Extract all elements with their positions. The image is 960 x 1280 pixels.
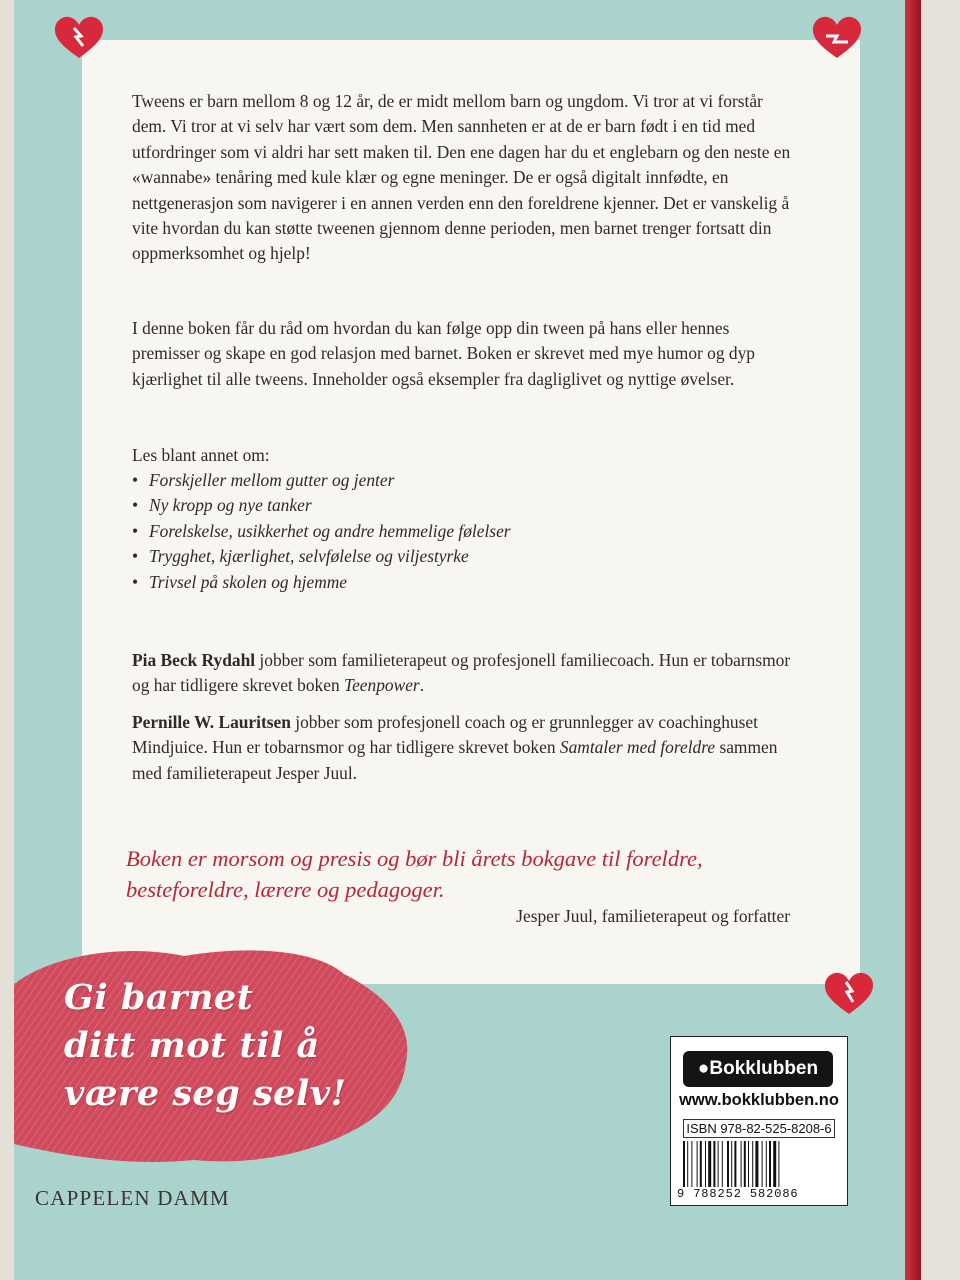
bokklubben-url: www.bokklubben.no: [679, 1091, 839, 1109]
topics-list: [132, 468, 511, 595]
list-item: • Forelskelse, usikkerhet og andre hemmelige følelser: [132, 519, 511, 544]
barcode-bar: [741, 1141, 742, 1187]
isbn-sticker: [670, 1036, 848, 1206]
barcode-icon: [679, 1141, 839, 1187]
barcode-bar: [769, 1141, 771, 1187]
author-bio-end: sammen med familieterapeut Jesper Juul.: [132, 737, 778, 783]
barcode-bar: [713, 1141, 715, 1187]
slogan-line: ditt mot til å: [64, 1025, 320, 1066]
heart-icon: [810, 14, 864, 60]
author-bio-text: jobber som familieterapeut og profesjonell familiecoach. Hun er tobarnsmor og har tidligere skrevet boken: [132, 650, 791, 696]
topics-heading: Les blant annet om:: [132, 445, 270, 465]
barcode-bar: [722, 1141, 723, 1187]
quote-line: besteforeldre, lærere og pedagoger.: [126, 877, 445, 902]
author-bio-1: [132, 648, 792, 699]
background-right: [918, 0, 960, 1280]
quote-line: Boken er morsom og presis og bør bli årets bokgave til foreldre,: [126, 846, 703, 871]
barcode-bar: [683, 1141, 685, 1187]
barcode-bar: [718, 1141, 719, 1187]
intro-paragraph: Tweens er barn mellom 8 og 12 år, de er midt mellom barn og ungdom. Vi tror at vi forstår dem. Vi tror at vi selv har vært som dem. Men sannheten er at de er barn født i en tid med utfordringer som vi aldri har sett maken til. Den ene dagen har du et englebarn og den neste en «wannabe» tenåring med kule klær og egne meninger. De er også digitalt innfødte, en nettgenerasjon som navigerer i en annen verden enn den foreldrene kjenner. Det er vanskelig å vite hvordan du kan støtte tweenen gjennom denne perioden, men barnet trenger fortsatt din oppmerksomhet og hjelp!: [132, 91, 791, 264]
book-spine: [905, 0, 921, 1280]
barcode-bar: [731, 1141, 732, 1187]
barcode-digits: 9 788252 582086: [677, 1187, 799, 1201]
book-title: Teenpower: [344, 675, 420, 696]
author-bio-text: jobber som profesjonell coach og er grunnlegger av coachinghuset Mindjuice. Hun er tobarnsmor og har tidligere skrevet boken: [132, 712, 758, 758]
list-item: • Forskjeller mellom gutter og jenter: [132, 468, 511, 493]
barcode-bar: [700, 1141, 702, 1187]
bokklubben-logo: ●Bokklubben: [683, 1051, 833, 1087]
list-item: • Ny kropp og nye tanker: [132, 493, 511, 518]
author-bio-2: [132, 710, 792, 786]
barcode-bar: [734, 1141, 736, 1187]
heart-icon: [52, 14, 106, 60]
barcode-bar: [705, 1141, 706, 1187]
publisher-logo: CAPPELEN DAMM: [35, 1186, 230, 1210]
description-paragraph: I denne boken får du råd om hvordan du kan følge opp din tween på hans eller hennes premisser og skape en god relasjon med barnet. Boken er skrevet med mye humor og dyp kjærlighet til alle tweens. Inneholder også eksempler fra dagliglivet og nyttige øvelser.: [132, 318, 755, 389]
barcode-bar: [708, 1141, 711, 1187]
barcode-bar: [748, 1141, 749, 1187]
slogan-line: være seg selv!: [64, 1073, 347, 1114]
barcode-bar: [755, 1141, 758, 1187]
slogan-line: Gi barnet: [64, 977, 254, 1018]
review-quote: [126, 843, 816, 905]
slogan: [64, 974, 346, 1118]
isbn-number: ISBN 978-82-525-8208-6: [683, 1119, 835, 1138]
list-item: • Trivsel på skolen og hjemme: [132, 570, 511, 595]
bokklubben-logo-text: Bokklubben: [709, 1058, 819, 1079]
barcode-bar: [752, 1141, 753, 1187]
book-title: Samtaler med foreldre: [559, 737, 716, 758]
barcode-bar: [744, 1141, 746, 1187]
author-bio-end: .: [419, 675, 425, 696]
barcode-bar: [762, 1141, 763, 1187]
quote-source: Jesper Juul, familieterapeut og forfatter: [516, 906, 790, 926]
author-name: Pia Beck Rydahl: [132, 650, 256, 670]
barcode-bar: [727, 1141, 729, 1187]
barcode-bar: [766, 1141, 767, 1187]
heart-icon: [822, 970, 876, 1016]
barcode-bar: [691, 1141, 692, 1187]
barcode-bar: [687, 1141, 688, 1187]
barcode-bar: [773, 1141, 776, 1187]
barcode-bar: [778, 1141, 779, 1187]
list-item: • Trygghet, kjærlighet, selvfølelse og viljestyrke: [132, 544, 511, 569]
author-name: Pernille W. Lauritsen: [132, 712, 291, 732]
barcode-bar: [697, 1141, 698, 1187]
